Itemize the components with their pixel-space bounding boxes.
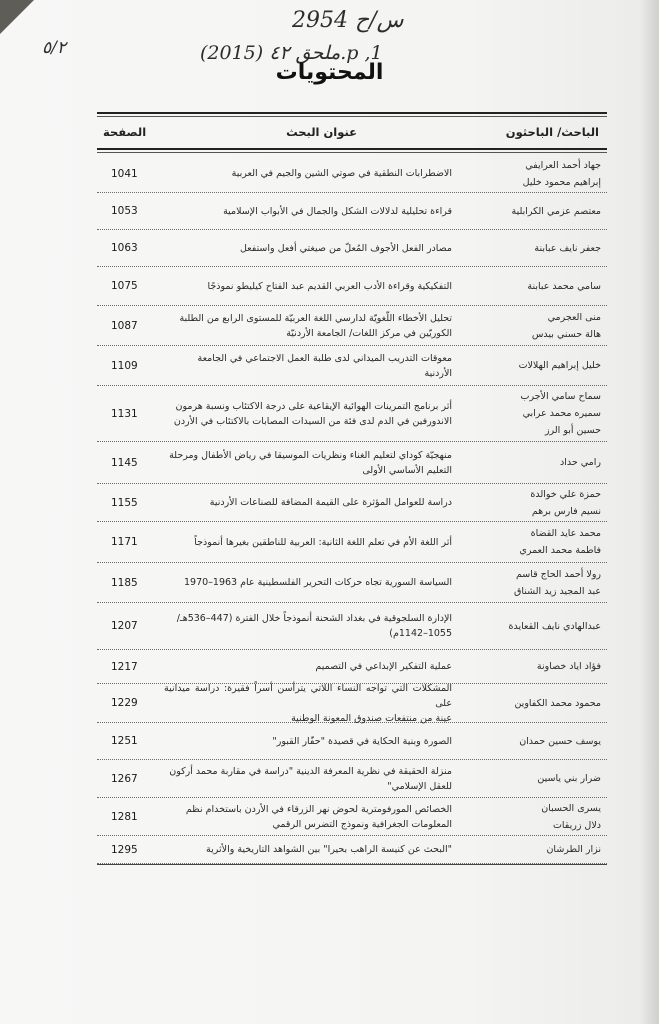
author-name: محمود محمد الكفاوين bbox=[514, 697, 601, 709]
author-name: سامي محمد عبابنة bbox=[527, 280, 601, 292]
row-research-title bbox=[164, 760, 452, 797]
author-name: رامي حداد bbox=[560, 457, 601, 468]
title-line: مصادر الفعل الأجوف المُعلّ من صيغتي أفعل واستفعل bbox=[239, 242, 452, 254]
handwritten-call-number: س/ح 2954 bbox=[292, 8, 404, 33]
author-name: سماح سامي الأجرب bbox=[520, 391, 601, 402]
row-research-title bbox=[164, 836, 452, 863]
author-name: رولا أحمد الحاج قاسم bbox=[515, 568, 601, 580]
row-authors bbox=[493, 684, 601, 722]
title-line: الاندورفين في الدم لدى فئة من السيدات المصابات بالاكتئاب في الأردن bbox=[173, 415, 452, 427]
row-authors bbox=[493, 346, 601, 385]
row-research-title bbox=[164, 306, 452, 345]
row-authors bbox=[493, 230, 601, 266]
row-research-title bbox=[164, 442, 452, 483]
author-name: ضرار بني ياسين bbox=[537, 773, 601, 784]
title-line: الصورة وبنية الحكاية في قصيدة "حفّار القبور" bbox=[272, 735, 452, 747]
row-research-title bbox=[164, 798, 452, 835]
table-row bbox=[97, 836, 607, 864]
row-authors bbox=[493, 155, 601, 192]
row-authors bbox=[493, 760, 601, 797]
author-name: محمد عايد القضاة bbox=[530, 528, 601, 539]
row-research-title bbox=[164, 563, 452, 602]
table-top-rule-thin bbox=[97, 116, 607, 117]
table-row bbox=[97, 760, 607, 798]
row-page-number: 1217 bbox=[111, 660, 138, 673]
row-research-title bbox=[164, 650, 452, 683]
row-research-title bbox=[164, 522, 452, 562]
row-research-title bbox=[164, 346, 452, 385]
title-line: دراسة للعوامل المؤثرة على القيمة المضافة للصناعات الأردنية bbox=[209, 497, 452, 508]
table-row bbox=[97, 346, 607, 386]
row-research-title bbox=[164, 723, 452, 759]
title-line: منزلة الحقيقة في نظرية المعرفة الدينية "دراسة في مقاربة محمد أركون bbox=[169, 765, 452, 777]
title-line: المعلومات الجغرافية ونموذج التضرس الرقمي bbox=[272, 818, 452, 830]
row-research-title bbox=[164, 230, 452, 266]
row-authors bbox=[493, 798, 601, 835]
handwritten-reference: (2015) ملحق ٤٢.p ,1 bbox=[200, 42, 383, 64]
title-line: الاضطرابات النطقية في صوتي الشين والجيم في العربية bbox=[231, 168, 452, 179]
row-page-number: 1251 bbox=[111, 735, 138, 747]
table-header bbox=[97, 120, 607, 148]
title-line: السياسة السورية تجاه حركات التحرير الفلسطينية عام 1963–1970 bbox=[183, 577, 452, 588]
table-row bbox=[97, 442, 607, 484]
row-page-number: 1131 bbox=[111, 407, 138, 420]
table-row bbox=[97, 522, 607, 563]
title-line: "البحث عن كنيسة الراهب بحيرا" بين الشواهد التاريخية والأثرية bbox=[206, 844, 452, 855]
table-row bbox=[97, 798, 607, 836]
author-name: حمزة علي خوالدة bbox=[530, 488, 601, 500]
author-name: إبراهيم محمود خليل bbox=[522, 176, 601, 188]
author-name: فاطمة محمد العمري bbox=[519, 545, 601, 556]
title-line: المشكلات التي تواجه النساء اللاتي يترأسن أسراً فقيرة: دراسة ميدانية على bbox=[164, 682, 452, 709]
table-row bbox=[97, 193, 607, 230]
table-row bbox=[97, 723, 607, 760]
header-bottom-rule bbox=[97, 148, 607, 150]
table-row bbox=[97, 306, 607, 346]
title-line: منهجيّة كوداي لتعليم الغناء ونظريات الموسيقا في رياض الأطفال ومرحلة bbox=[169, 449, 452, 461]
author-name: معتصم عزمي الكرابلية bbox=[511, 205, 601, 217]
header-research-title: عنوان البحث bbox=[286, 125, 357, 139]
author-name: عبد المجيد زيد الشناق bbox=[514, 585, 601, 597]
row-page-number: 1229 bbox=[111, 697, 138, 709]
table-bottom-rule bbox=[97, 864, 607, 865]
row-page-number: 1075 bbox=[111, 280, 138, 292]
author-name: نسيم فارس برهم bbox=[531, 505, 601, 517]
row-page-number: 1207 bbox=[111, 620, 138, 632]
row-page-number: 1087 bbox=[111, 319, 138, 332]
title-line: تحليل الأخطاء اللّغويّة لدارسي اللغة العربيّة للمستوى الرابع من الطلبة bbox=[179, 312, 452, 324]
row-research-title bbox=[164, 155, 452, 192]
row-research-title bbox=[164, 267, 452, 305]
row-authors bbox=[493, 193, 601, 229]
author-name: دلال زريقات bbox=[552, 819, 601, 831]
row-page-number: 1041 bbox=[111, 167, 138, 180]
table-row bbox=[97, 386, 607, 442]
row-authors bbox=[493, 836, 601, 863]
row-page-number: 1053 bbox=[111, 205, 138, 217]
author-name: عبدالهادي نايف القعايدة bbox=[508, 620, 601, 632]
row-authors bbox=[493, 522, 601, 562]
row-authors bbox=[493, 650, 601, 683]
row-authors bbox=[493, 563, 601, 602]
header-authors: الباحث/ الباحثون bbox=[505, 125, 599, 139]
row-page-number: 1185 bbox=[111, 576, 138, 589]
page-title: المحتويات bbox=[275, 60, 384, 85]
table-row bbox=[97, 230, 607, 267]
row-research-title bbox=[164, 193, 452, 229]
table-row bbox=[97, 684, 607, 723]
author-name: خليل إبراهيم الهلالات bbox=[518, 360, 601, 371]
title-line: الأردنية bbox=[424, 367, 452, 379]
row-research-title bbox=[164, 484, 452, 521]
title-line: الخصائص المورفومترية لحوض نهر الزرقاء في الأردن باستخدام نظم bbox=[185, 803, 452, 815]
title-line: الإدارة السلجوقية في بغداد الشحنة أنموذجاً خلال الفترة (447–536هـ/ bbox=[176, 613, 452, 624]
row-page-number: 1281 bbox=[111, 810, 138, 823]
row-authors bbox=[493, 442, 601, 483]
folded-corner bbox=[0, 0, 34, 34]
row-page-number: 1109 bbox=[111, 359, 138, 372]
author-name: منى العجرمي bbox=[547, 311, 601, 323]
title-line: التفكيكية وقراءة الأدب العربي القديم عبد الفتاح كيليطو نموذجًا bbox=[207, 280, 452, 292]
title-line: أثر برنامج التمرينات الهوائية الإيقاعية على درجة الاكتئاب ونسبة هرمون bbox=[175, 400, 452, 412]
row-page-number: 1145 bbox=[111, 456, 138, 469]
table-row bbox=[97, 267, 607, 306]
title-line: الكوريّين في مركز اللغات/ الجامعة الأردنيّة bbox=[286, 327, 452, 339]
row-authors bbox=[493, 386, 601, 441]
row-page-number: 1155 bbox=[111, 496, 138, 509]
title-line: التعليم الأساسي الأولى bbox=[362, 464, 452, 476]
author-name: جهاد أحمد العرايفي bbox=[525, 159, 601, 171]
table-row bbox=[97, 484, 607, 522]
title-line: 1055–1142م) bbox=[389, 628, 452, 639]
table-row bbox=[97, 563, 607, 603]
table-top-rule bbox=[97, 112, 607, 114]
row-page-number: 1063 bbox=[111, 242, 138, 254]
header-bottom-rule-thin bbox=[97, 152, 607, 153]
header-page: الصفحة bbox=[103, 125, 147, 139]
title-line: للعقل الإسلامي" bbox=[387, 780, 452, 792]
title-line: أثر اللغة الأم في تعلم اللغة الثانية: العربية للناطقين بغيرها أنموذجاً bbox=[194, 536, 452, 548]
row-page-number: 1295 bbox=[111, 843, 138, 856]
author-name: نزار الطرشان bbox=[546, 844, 601, 855]
row-page-number: 1171 bbox=[111, 536, 138, 548]
row-research-title bbox=[164, 386, 452, 441]
author-name: سميره محمد عرابي bbox=[522, 408, 601, 419]
author-name: يوسف حسين حمدان bbox=[519, 735, 601, 747]
row-research-title bbox=[164, 684, 452, 722]
author-name: جعفر نايف عبابنة bbox=[534, 242, 601, 254]
row-authors bbox=[493, 723, 601, 759]
row-authors bbox=[493, 306, 601, 345]
table-row bbox=[97, 603, 607, 650]
handwritten-page-mark: ٥/٢ bbox=[42, 38, 66, 58]
row-authors bbox=[493, 267, 601, 305]
title-line: معوقات التدريب الميداني لدى طلبة العمل الاجتماعي في الجامعة bbox=[197, 352, 452, 364]
row-page-number: 1267 bbox=[111, 772, 138, 785]
title-line: عينة من منتفعات صندوق المعونة الوطنية bbox=[291, 712, 452, 724]
author-name: حسين أبو الرز bbox=[544, 425, 601, 436]
title-line: عملية التفكير الإبداعي في التصميم bbox=[315, 661, 452, 672]
author-name: هالة حسني بيدس bbox=[531, 328, 601, 340]
table-row bbox=[97, 155, 607, 193]
author-name: فؤاد اياد خصاونة bbox=[536, 661, 601, 672]
row-research-title bbox=[164, 603, 452, 649]
title-line: قراءة تحليلية لدلالات الشكل والجمال في الأبواب الإسلامية bbox=[223, 205, 452, 217]
row-authors bbox=[493, 603, 601, 649]
row-authors bbox=[493, 484, 601, 521]
author-name: يسرى الحسبان bbox=[541, 802, 601, 814]
table-row bbox=[97, 650, 607, 684]
